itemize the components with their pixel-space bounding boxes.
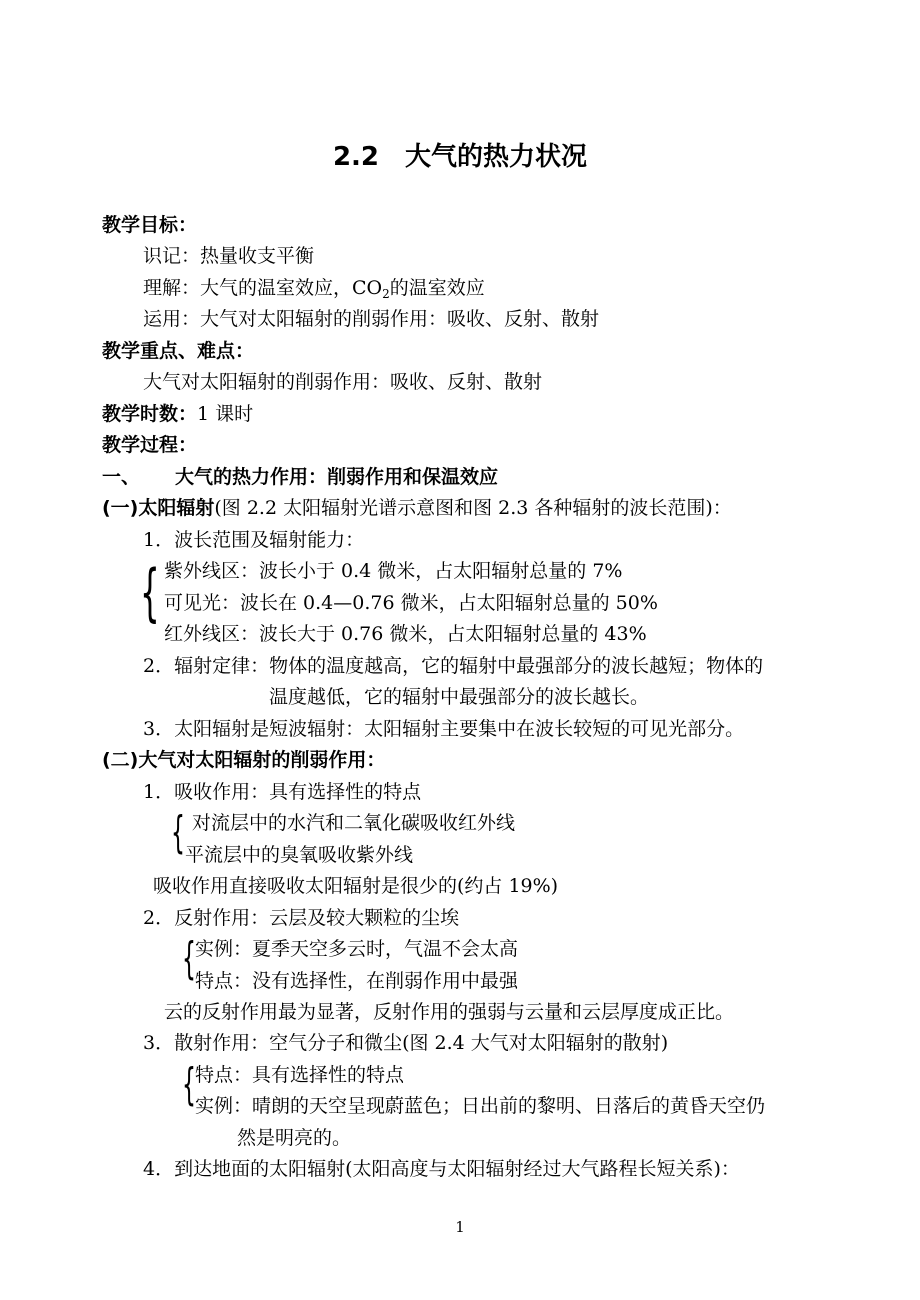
scatter-item-2-line-1: 实例：晴朗的天空呈现蔚蓝色；日出前的黎明、日落后的黄昏天空仍	[195, 1095, 766, 1117]
part-2-heading: (二)大气对太阳辐射的削弱作用：	[102, 749, 386, 771]
part-1-item-3: 3．太阳辐射是短波辐射：太阳辐射主要集中在波长较短的可见光部分。	[143, 718, 745, 740]
key-points-text: 大气对太阳辐射的削弱作用：吸收、反射、散射	[143, 371, 543, 393]
part-1-item-1: 1．波长范围及辐射能力：	[143, 529, 365, 551]
spectrum-uv: 紫外线区：波长小于 0.4 微米，占太阳辐射总量的 7%	[164, 560, 623, 582]
brace-reflect: {	[182, 933, 196, 984]
section-1-number: 一、	[102, 466, 141, 488]
absorb-item-1: 对流层中的水汽和二氧化碳吸收红外线	[192, 812, 516, 834]
part-1-heading: (一)太阳辐射(图 2.2 太阳辐射光谱示意图和图 2.3 各种辐射的波长范围)：	[102, 497, 732, 519]
key-points-heading: 教学重点、难点：	[102, 340, 255, 362]
part-1-item-2-line-2: 温度越低，它的辐射中最强部分的波长越长。	[269, 686, 650, 708]
teaching-hours: 教学时数：1 课时	[102, 403, 254, 425]
absorb-title: 1．吸收作用：具有选择性的特点	[143, 781, 422, 803]
spectrum-ir: 红外线区：波长大于 0.76 微米，占太阳辐射总量的 43%	[164, 623, 647, 645]
reflect-note: 云的反射作用最为显著，反射作用的强弱与云量和云层厚度成正比。	[164, 1001, 735, 1023]
brace-spectrum: {	[140, 556, 160, 629]
objective-apply: 运用：大气对太阳辐射的削弱作用：吸收、反射、散射	[143, 308, 600, 330]
brace-absorb: {	[171, 807, 185, 858]
spectrum-visible: 可见光：波长在 0.4—0.76 微米，占太阳辐射总量的 50%	[164, 592, 658, 614]
reflect-item-1: 实例：夏季天空多云时，气温不会太高	[195, 938, 519, 960]
page-title: 2.2 大气的热力状况	[332, 142, 588, 172]
objective-understand: 理解：大气的温室效应，$CO_2$的温室效应	[143, 277, 485, 301]
reflect-item-2: 特点：没有选择性，在削弱作用中最强	[195, 970, 519, 992]
process-heading: 教学过程：	[102, 434, 198, 456]
objectives-heading: 教学目标：	[102, 214, 198, 236]
objective-memorize: 识记：热量收支平衡	[143, 245, 315, 267]
reflect-title: 2．反射作用：云层及较大颗粒的尘埃	[143, 907, 460, 929]
part-1-item-2-line-1: 2．辐射定律：物体的温度越高，它的辐射中最强部分的波长越短；物体的	[143, 655, 764, 677]
absorb-item-2: 平流层中的臭氧吸收紫外线	[185, 844, 414, 866]
part-2-item-4: 4．到达地面的太阳辐射(太阳高度与太阳辐射经过大气路程长短关系)：	[143, 1158, 740, 1180]
scatter-title: 3．散射作用：空气分子和微尘(图 2.4 大气对太阳辐射的散射)	[143, 1032, 669, 1054]
section-1-title: 大气的热力作用：削弱作用和保温效应	[175, 466, 499, 488]
brace-scatter: {	[182, 1059, 196, 1110]
page-number: 1	[455, 1218, 465, 1236]
absorb-note: 吸收作用直接吸收太阳辐射是很少的(约占 19%)	[153, 875, 559, 897]
scatter-item-1: 特点：具有选择性的特点	[195, 1064, 405, 1086]
scatter-item-2-line-2: 然是明亮的。	[237, 1127, 352, 1149]
